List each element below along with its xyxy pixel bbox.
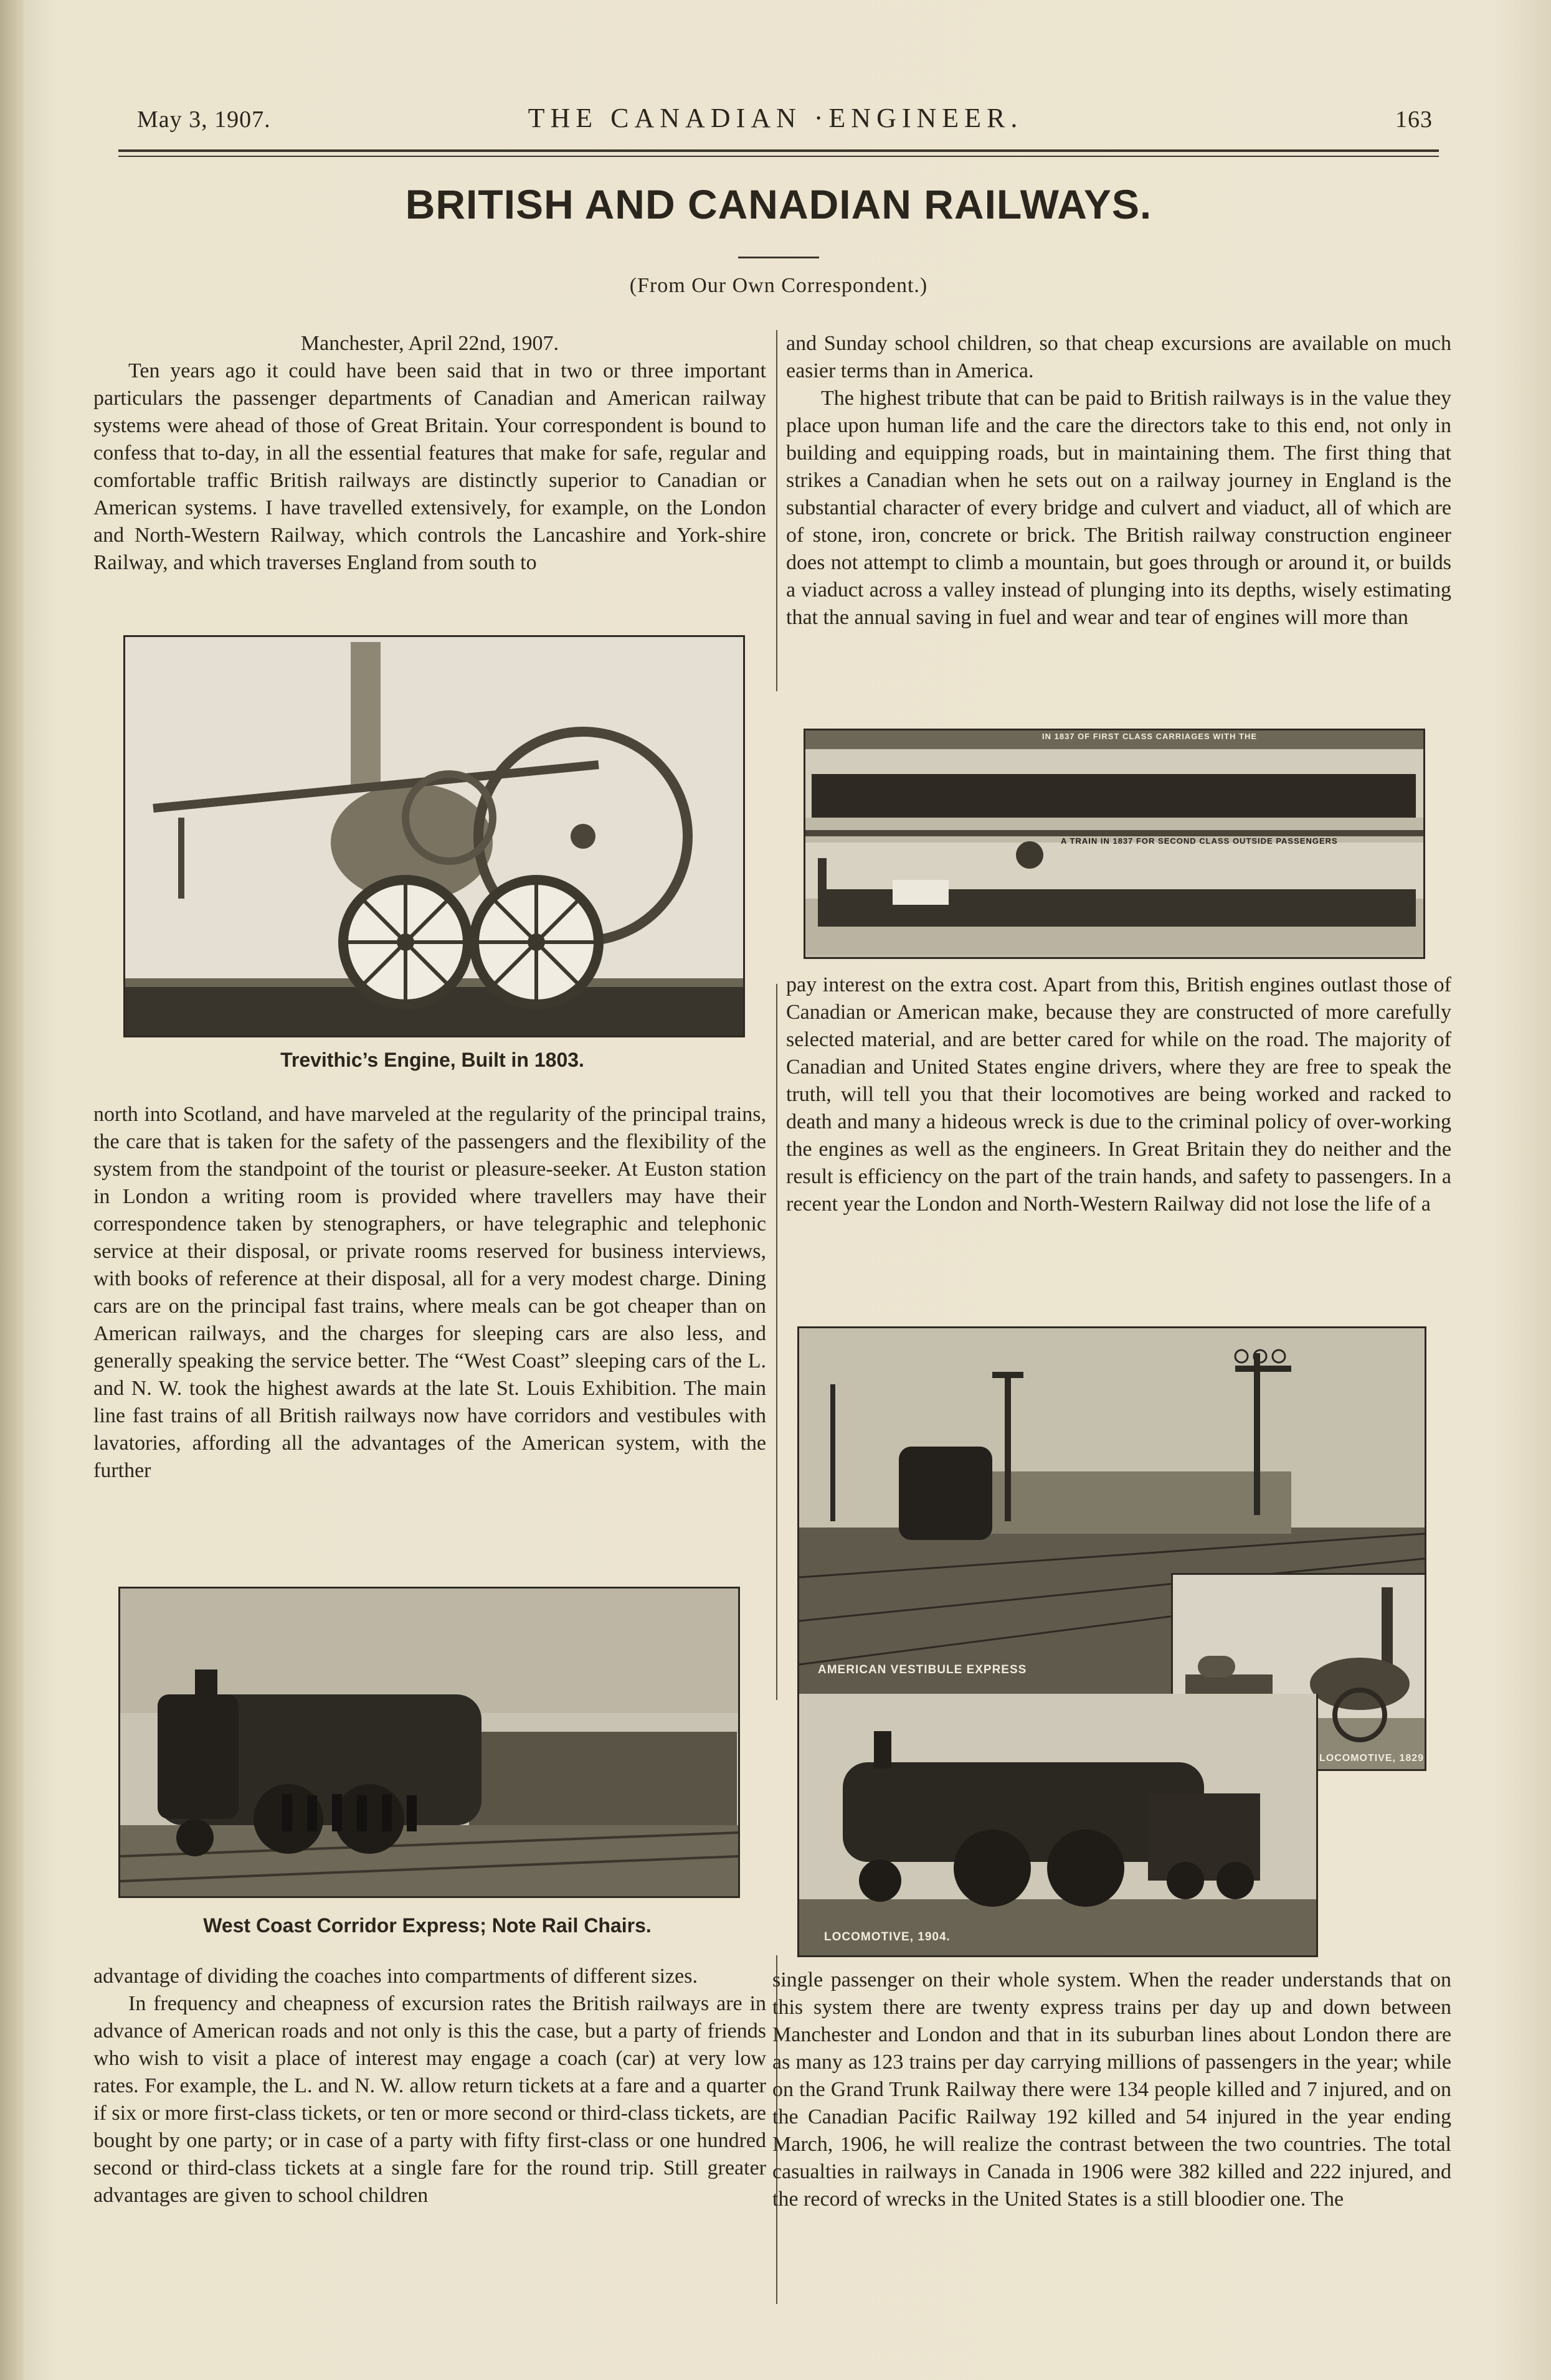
trevithick-caption: Trevithic’s Engine, Built in 1803. <box>280 1049 584 1071</box>
journal-title: THE CANADIAN ·ENGINEER. <box>528 103 1023 133</box>
column-rule <box>776 330 777 691</box>
running-header <box>118 103 1433 143</box>
trevithick-engine-photo <box>123 635 745 1037</box>
header-rule <box>118 149 1439 152</box>
header-rule-thin <box>118 156 1439 157</box>
binding-edge <box>0 0 24 2380</box>
paragraph: advantage of dividing the coaches into compartments of different sizes. <box>93 1965 698 1988</box>
left-column-block-3 <box>93 1963 766 2209</box>
page-number: 163 <box>1395 106 1433 133</box>
column-rule <box>776 984 777 1700</box>
locomotive-1904-label: LOCOMOTIVE, 1904. <box>824 1930 951 1943</box>
left-column-block-2 <box>93 1101 766 1485</box>
american-vestibule-label: AMERICAN VESTIBULE EXPRESS <box>818 1663 1027 1676</box>
right-column-block-1 <box>786 330 1451 631</box>
issue-date: May 3, 1907. <box>137 106 271 133</box>
right-column-block-3 <box>772 1967 1451 2213</box>
headline-divider <box>738 257 819 258</box>
paragraph: Ten years ago it could have been said that in two or three important particulars the passenger departments of Canadian and American railway systems were ahead of those of Great Britain. Your correspondent is bound to confess that to-day, in all the essential features that make for safe, regular and comfortable traffic British railways are distinctly superior to Canadian or American systems. I have travelled extensively, for example, on the London and North-Western Railway, which controls the Lancashire and York-shire Railway, and which traverses England from south to <box>93 359 766 574</box>
second-class-train-label: A TRAIN IN 1837 FOR SECOND CLASS OUTSIDE PASSENGERS <box>1061 836 1338 846</box>
west-coast-express-photo <box>118 1587 740 1898</box>
paragraph: and Sunday school children, so that cheap excursions are available on much easier terms than in America. <box>786 332 1451 382</box>
article-headline: BRITISH AND CANADIAN RAILWAYS. <box>405 181 1152 227</box>
west-coast-caption: West Coast Corridor Express; Note Rail Chairs. <box>203 1914 652 1937</box>
locomotive-1904-photo <box>797 1694 1318 1957</box>
first-class-carriages-label: IN 1837 OF FIRST CLASS CARRIAGES WITH THE <box>1042 732 1258 741</box>
paragraph: single passenger on their whole system. When the reader understands that on this system there are twenty express trains per day up and down between Manchester and London and that in its suburban lines about London there are as many as 123 trains per day carrying millions of passengers in the year; while on the Grand Trunk Railway there were 134 people killed and 7 injured, and on the Canadian Pacific Railway 192 killed and 54 injured in the year ending March, 1906, he will realize the contrast between the two countries. The total casualties in railways in Canada in 1906 were 382 killed and 222 injured, and the record of wrecks in the United States is a still bloodier one. The <box>772 1968 1451 2211</box>
paragraph: The highest tribute that can be paid to British railways is in the value they place upon human life and the care the directors take to this end, not only in building and equipping roads, but in maintaining them. The first thing that strikes a Canadian when he sets out on a railway journey in England is the substantial character of every bridge and culvert and viaduct, all of which are of stone, iron, concrete or brick. The British railway construction engineer does not attempt to climb a mountain, but goes through or around it, or builds a viaduct across a valley instead of plunging into its depths, wisely estimating that the annual saving in fuel and wear and tear of engines will more than <box>786 387 1451 629</box>
train-1837-photo <box>804 729 1425 959</box>
right-column-block-2 <box>786 971 1451 1218</box>
paragraph: north into Scotland, and have marveled at the regularity of the principal trains, the care that is taken for the safety of the passengers and the flexibility of the system from the standpoint of the tourist or pleasure-seeker. At Euston station in London a writing room is provided where travellers may have their correspondence taken by stenographers, or have telegraphic and telephonic service at their disposal, or private rooms reserved for business interviews, with books of reference at their disposal, all for a very modest charge. Dining cars are on the principal fast trains, where meals can be got cheaper than on American railways, and the charges for sleeping cars are also less, and generally speaking the service better. The “West Coast” sleeping cars of the L. and N. W. took the highest awards at the late St. Louis Exhibition. The main line fast trains of all British railways now have corridors and vestibules with lavatories, affording all the advantages of the American system, with the further <box>93 1103 766 1482</box>
paragraph: pay interest on the extra cost. Apart from this, British engines outlast those of Canadian or American make, because they are constructed of more carefully selected material, and are better cared for while on the road. The majority of Canadian and United States engine drivers, where they are free to speak the truth, will tell you that their locomotives are being worked and racked to death and many a hideous wreck is due to the criminal policy of over-working the engines as well as the engineers. In Great Britain they do neither and the result is efficiency on the part of the train hands, and safety to passengers. In a recent year the London and North-Western Railway did not lose the life of a <box>786 973 1451 1216</box>
article-dateline: Manchester, April 22nd, 1907. <box>300 332 559 355</box>
paragraph: In frequency and cheapness of excursion rates the British railways are in advance of American roads and not only is this the case, but a party of friends who wish to visit a place of interest may engage a coach (car) at very low rates. For example, the L. and N. W. allow return tickets at a fare and a quarter if six or more first-class tickets, or ten or more second or third-class tickets, are bought by one party; or in case of a party with fifty first-class or one hundred second or third-class tickets at a single fare for the round trip. Still greater advantages are given to school children <box>93 1992 766 2207</box>
locomotive-1829-label: LOCOMOTIVE, 1829 <box>1319 1753 1425 1764</box>
left-column-block-1 <box>93 330 766 577</box>
article-byline: (From Our Own Correspondent.) <box>629 274 928 297</box>
